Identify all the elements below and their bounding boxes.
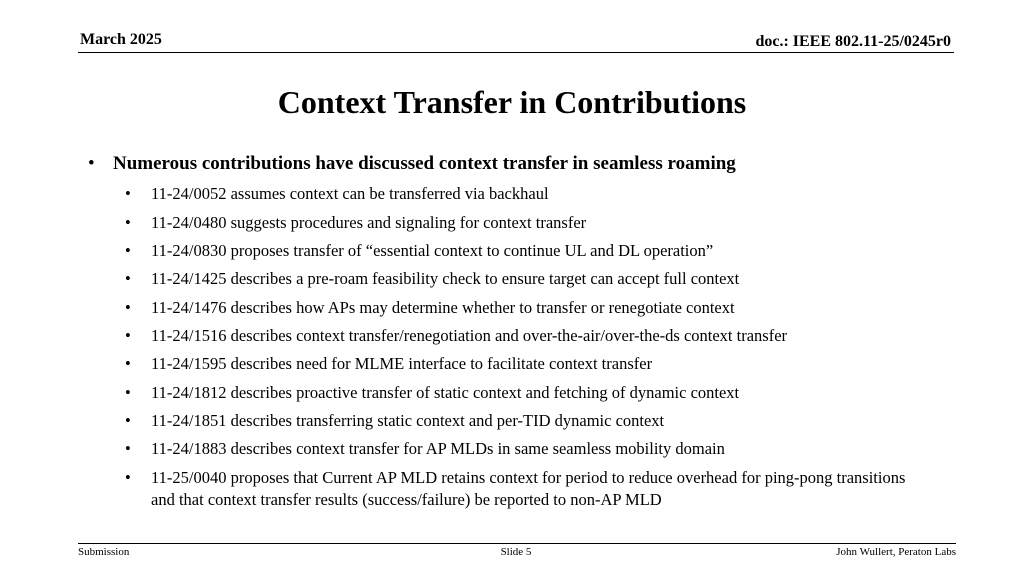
bullet-marker: • bbox=[125, 213, 131, 232]
bullet-marker: • bbox=[125, 184, 131, 203]
bullet-marker: • bbox=[88, 153, 95, 174]
sub-bullet-text: 11-24/0830 proposes transfer of “essential context to continue UL and DL operation” bbox=[151, 241, 714, 260]
sub-bullet-text: 11-24/1476 describes how APs may determine whether to transfer or renegotiate context bbox=[151, 298, 735, 317]
bullet-marker: • bbox=[125, 411, 131, 430]
bullet-marker: • bbox=[125, 439, 131, 458]
bullet-marker: • bbox=[125, 241, 131, 260]
slide-title: Context Transfer in Contributions bbox=[277, 84, 747, 120]
sub-bullet-text: 11-24/1595 describes need for MLME interface to facilitate context transfer bbox=[151, 354, 653, 373]
footer-divider bbox=[78, 543, 956, 544]
footer-submission: Submission bbox=[78, 546, 130, 558]
footer-slide-number: Slide 5 bbox=[500, 546, 532, 558]
sub-bullet-text: 11-24/0052 assumes context can be transferred via backhaul bbox=[151, 184, 549, 203]
sub-bullet-text: 11-24/1425 describes a pre-roam feasibility check to ensure target can accept full context bbox=[151, 269, 740, 288]
footer-author: John Wullert, Peraton Labs bbox=[836, 546, 956, 558]
bullet-marker: • bbox=[125, 354, 131, 373]
header-date: March 2025 bbox=[80, 31, 162, 48]
bullet-marker: • bbox=[125, 468, 131, 487]
bullet-marker: • bbox=[125, 269, 131, 288]
sub-bullet-text: 11-24/1812 describes proactive transfer of static context and fetching of dynamic context bbox=[151, 383, 740, 402]
sub-bullet-text: 11-24/1516 describes context transfer/renegotiation and over-the-air/over-the-ds context transfer bbox=[151, 326, 788, 345]
bullet-marker: • bbox=[125, 298, 131, 317]
sub-bullet-text: 11-24/1851 describes transferring static context and per-TID dynamic context bbox=[151, 411, 665, 430]
bullet-marker: • bbox=[125, 326, 131, 345]
sub-bullet-text: 11-24/0480 suggests procedures and signaling for context transfer bbox=[151, 213, 587, 232]
header-doc-id: doc.: IEEE 802.11-25/0245r0 bbox=[755, 33, 951, 50]
sub-bullet-text: 11-25/0040 proposes that Current AP MLD retains context for period to reduce overhead for ping-pong transitions and that context transfer results (success/failure) be reported to non-AP MLD bbox=[151, 468, 906, 509]
bullet-marker: • bbox=[125, 383, 131, 402]
main-bullet-text: Numerous contributions have discussed context transfer in seamless roaming bbox=[113, 153, 736, 174]
sub-bullet-text: 11-24/1883 describes context transfer for AP MLDs in same seamless mobility domain bbox=[151, 439, 725, 458]
